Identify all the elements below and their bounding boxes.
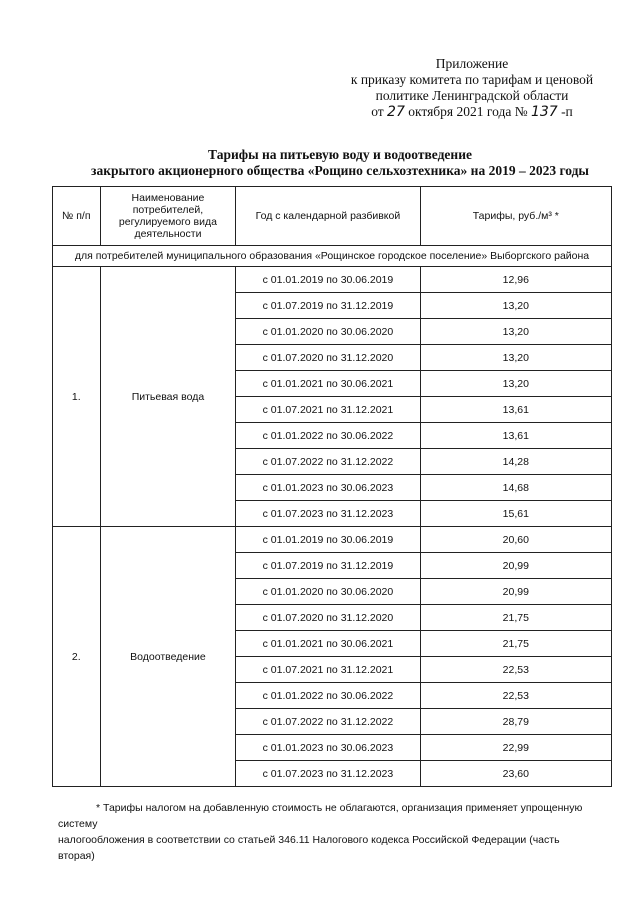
service-name: Питьевая вода: [100, 267, 236, 527]
period-cell: с 01.01.2023 по 30.06.2023: [236, 475, 420, 501]
tariff-cell: 13,20: [420, 293, 611, 319]
period-cell: с 01.01.2021 по 30.06.2021: [236, 631, 420, 657]
footnote-line-2: налогообложения в соответствии со статьей 346.11 Налогового кодекса Российской Федерации (часть вторая): [58, 834, 560, 862]
tariff-cell: 21,75: [420, 605, 611, 631]
tariff-cell: 21,75: [420, 631, 611, 657]
period-cell: с 01.07.2020 по 31.12.2020: [236, 345, 420, 371]
period-cell: с 01.01.2022 по 30.06.2022: [236, 423, 420, 449]
period-cell: с 01.07.2023 по 31.12.2023: [236, 501, 420, 527]
period-cell: с 01.01.2021 по 30.06.2021: [236, 371, 420, 397]
document-title: [40, 147, 640, 179]
section-number: 1.: [53, 267, 101, 527]
tariff-cell: 13,20: [420, 345, 611, 371]
order-suffix: -п: [561, 104, 573, 119]
period-cell: с 01.01.2019 по 30.06.2019: [236, 267, 420, 293]
group-caption-row: [53, 246, 612, 267]
appendix-date-line: [342, 104, 602, 120]
header-tariff: Тарифы, руб./м³ *: [420, 187, 611, 246]
header-service: Наименование потребителей, регулируемого вида деятельности: [100, 187, 236, 246]
period-cell: с 01.07.2023 по 31.12.2023: [236, 761, 420, 787]
date-rest: октября 2021 года №: [408, 104, 528, 119]
appendix-line-committee: политике Ленинградской области: [375, 88, 569, 103]
appendix-line-order-ref: к приказу комитета по тарифам и ценовой: [350, 72, 594, 87]
period-cell: с 01.01.2023 по 30.06.2023: [236, 735, 420, 761]
tariff-cell: 13,20: [420, 319, 611, 345]
tariff-cell: 15,61: [420, 501, 611, 527]
period-cell: с 01.07.2022 по 31.12.2022: [236, 449, 420, 475]
period-cell: с 01.07.2019 по 31.12.2019: [236, 293, 420, 319]
footnote-line-1: * Тарифы налогом на добавленную стоимость не облагаются, организация применяет упрощенную систему: [58, 802, 583, 830]
tariff-cell: 23,60: [420, 761, 611, 787]
tariff-cell: 22,99: [420, 735, 611, 761]
title-line-2: закрытого акционерного общества «Рощино сельхозтехника» на 2019 – 2023 годы: [91, 163, 589, 178]
tariff-cell: 28,79: [420, 709, 611, 735]
tariff-table: [52, 186, 612, 787]
table-row: [53, 267, 612, 293]
period-cell: с 01.07.2020 по 31.12.2020: [236, 605, 420, 631]
tariff-cell: 22,53: [420, 683, 611, 709]
tariff-cell: 12,96: [420, 267, 611, 293]
title-line-1: Тарифы на питьевую воду и водоотведение: [208, 147, 472, 162]
period-cell: с 01.07.2021 по 31.12.2021: [236, 397, 420, 423]
period-cell: с 01.07.2021 по 31.12.2021: [236, 657, 420, 683]
period-cell: с 01.01.2022 по 30.06.2022: [236, 683, 420, 709]
service-name: Водоотведение: [100, 527, 236, 787]
date-prefix: от: [371, 104, 384, 119]
period-cell: с 01.01.2020 по 30.06.2020: [236, 579, 420, 605]
footnote: [58, 800, 598, 864]
tariff-cell: 20,60: [420, 527, 611, 553]
period-cell: с 01.01.2020 по 30.06.2020: [236, 319, 420, 345]
tariff-cell: 13,61: [420, 423, 611, 449]
table-body: [53, 246, 612, 787]
period-cell: с 01.01.2019 по 30.06.2019: [236, 527, 420, 553]
period-cell: с 01.07.2019 по 31.12.2019: [236, 553, 420, 579]
tariff-cell: 13,20: [420, 371, 611, 397]
table-row: [53, 527, 612, 553]
section-number: 2.: [53, 527, 101, 787]
tariff-cell: 20,99: [420, 553, 611, 579]
tariff-cell: 20,99: [420, 579, 611, 605]
appendix-title: Приложение: [435, 56, 509, 71]
period-cell: с 01.07.2022 по 31.12.2022: [236, 709, 420, 735]
appendix-block: [342, 56, 602, 120]
handwritten-order-number: 137: [530, 104, 558, 120]
tariff-cell: 13,61: [420, 397, 611, 423]
header-row: [53, 187, 612, 246]
tariff-cell: 14,28: [420, 449, 611, 475]
tariff-cell: 22,53: [420, 657, 611, 683]
tariff-cell: 14,68: [420, 475, 611, 501]
handwritten-day: 27: [387, 104, 405, 120]
header-period: Год с календарной разбивкой: [236, 187, 420, 246]
group-caption: для потребителей муниципального образования «Рощинское городское поселение» Выборгского района: [53, 246, 612, 267]
header-num: № п/п: [53, 187, 101, 246]
